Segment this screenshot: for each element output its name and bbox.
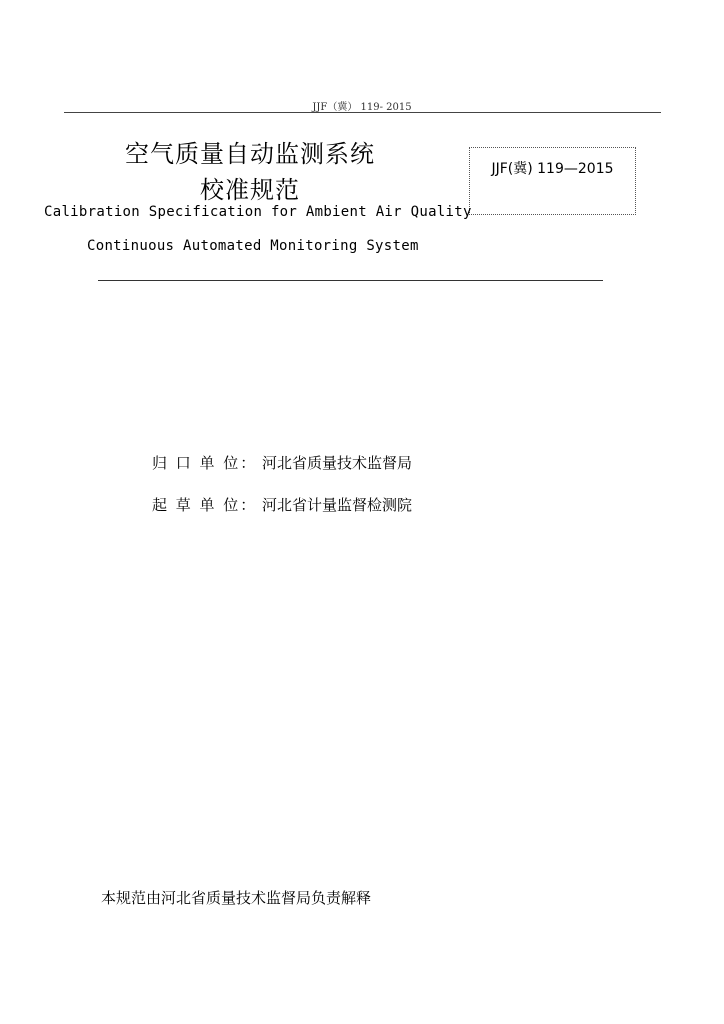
standard-code-box — [469, 147, 636, 215]
english-title-line1: Calibration Specification for Ambient Air Quality — [44, 204, 472, 220]
header-rule — [64, 112, 661, 113]
english-title-line2: Continuous Automated Monitoring System — [87, 238, 419, 254]
chinese-title-line1: 空气质量自动监测系统 — [125, 140, 375, 168]
drafting-unit-value: 河北省计量监督检测院 — [262, 496, 413, 514]
standard-code: JJF(冀) 119—2015 — [491, 161, 614, 177]
drafting-unit-label: 起 草 单 位： — [152, 496, 258, 514]
interpretation-note: 本规范由河北省质量技术监督局负责解释 — [101, 889, 372, 907]
responsible-unit-label: 归 口 单 位： — [152, 454, 258, 472]
responsible-unit-value: 河北省质量技术监督局 — [262, 454, 413, 472]
chinese-title-line2: 校准规范 — [200, 176, 300, 204]
running-header: JJF（冀） 119- 2015 — [312, 102, 412, 113]
responsible-unit-row — [152, 452, 412, 473]
drafting-unit-row — [152, 494, 412, 515]
title-rule — [98, 280, 603, 281]
